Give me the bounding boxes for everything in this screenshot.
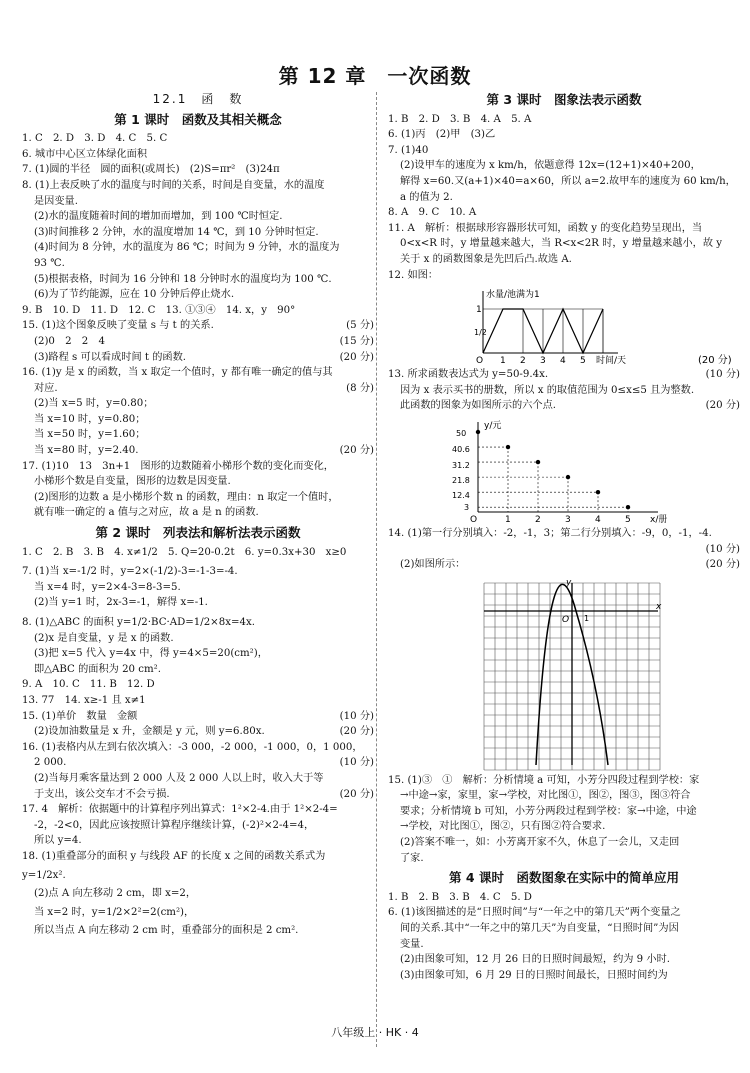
- answer-line: 14. (1)第一行分别填入：-2，-1，3；第二行分别填入：-9，0，-1，-4.: [388, 527, 712, 539]
- answer-line: (4)时间为 8 分钟，水的温度为 86 ℃；时间为 9 分钟，水的温度为: [34, 242, 340, 254]
- score-badge: (10 分): [339, 757, 374, 769]
- answer-text: (2)如图所示：: [400, 559, 466, 571]
- answer-line: 即△ABC 的面积为 20 cm².: [34, 663, 161, 675]
- answer-line: 7. (1)40: [388, 144, 429, 156]
- answer-line: 15. (1)③ ① 解析：分析情境 a 可知，小芳分四段过程到学校：家: [388, 774, 700, 786]
- answer-line: 关于 x 的函数图象是先凹后凸.故选 A.: [400, 253, 572, 265]
- score-badge: (10 分): [705, 369, 740, 381]
- answer-line: 11. A 解析：根据球形容器形状可知，函数 y 的变化趋势呈现出，当: [388, 222, 703, 234]
- answer-line: -2，-2<0，因此应该按照计算程序继续计算，(-2)²×2-4=4，: [34, 819, 315, 831]
- answer-line: (2)当 y=1 时，2x-3=-1，解得 x=-1.: [34, 597, 208, 609]
- answer-line: (2)图形的边数 a 是小梯形个数 n 的函数，理由：n 取定一个值时，: [34, 491, 339, 503]
- x-axis-label: x/册: [650, 514, 668, 524]
- answer-line: (3)由图象可知，6 月 29 日的日照时间最长，日照时间约为: [400, 969, 668, 981]
- answer-line: 了家.: [400, 852, 424, 864]
- answer-row: [22, 755, 374, 771]
- answer-text: 13. 所求函数表达式为 y=50-9.4x.: [388, 369, 549, 381]
- lesson2-heading: 第 2 课时 列表法和解析法表示函数: [95, 525, 301, 541]
- answer-row: [388, 542, 740, 558]
- score-badge: (20 分): [339, 445, 374, 457]
- tick-label: 1: [500, 356, 506, 366]
- answer-line: 解得 x=60.又(a+1)×40=a×60，所以 a=2.故甲车的速度为 60 km/h，: [400, 175, 736, 187]
- answer-line: 当 x=2 时，y=1/2×2²=2(cm²)，: [34, 906, 195, 918]
- tick-label: 4: [560, 356, 566, 366]
- answer-row: [388, 367, 740, 383]
- answer-line: 当 x=50 时，y=1.60；: [34, 429, 146, 441]
- answer-line: 1. B 2. B 3. B 4. C 5. D: [388, 891, 532, 903]
- answer-line: a 的值为 2.: [400, 191, 453, 203]
- tick-label: 4: [595, 514, 601, 524]
- answer-line: y=1/2x².: [22, 869, 66, 881]
- score-badge: (20 分): [705, 559, 740, 571]
- answer-line: 变量.: [400, 938, 424, 950]
- tick-label: 5: [580, 356, 586, 366]
- answer-line: 小梯形个数是自变量，图形的边数是因变量.: [34, 476, 231, 488]
- y-axis-label: y: [566, 577, 572, 588]
- answer-row: [388, 557, 740, 573]
- answer-line: 是因变量.: [34, 195, 78, 207]
- answer-line: 9. A 10. C 11. B 12. D: [22, 679, 155, 691]
- answer-line: 17. 4 解析：依据题中的计算程序列出算式：1²×2-4.由于 1²×2-4=: [22, 804, 338, 816]
- answer-row: [388, 398, 740, 414]
- answer-line: 当 x=4 时，y=2×4-3=8-3=5.: [34, 581, 181, 593]
- answer-row: [22, 787, 374, 803]
- answer-line: 17. (1)10 13 3n+1 图形的边数随着小梯形个数的变化而变化，: [22, 460, 334, 472]
- answer-line: 8. (1)△ABC 的面积 y=1/2·BC·AD=1/2×8x=4x.: [22, 617, 255, 628]
- data-point: [596, 490, 600, 494]
- origin-label: O: [470, 514, 478, 524]
- tick-label: 40.6: [452, 444, 470, 454]
- answer-line: 93 ℃.: [34, 257, 65, 269]
- answer-line: (2)设甲车的速度为 x km/h，依题意得 12x=(12+1)×40+200，: [400, 160, 701, 172]
- score-badge: (15 分): [339, 335, 374, 347]
- answer-row: [22, 709, 374, 725]
- x-axis-label: 时间/天: [596, 356, 627, 366]
- tick-label: 50: [456, 428, 467, 438]
- answer-line: →中途→家，家里，家→学校，对比图①，图②，图③，图③符合: [400, 790, 691, 802]
- answer-line: (2)水的温度随着时间的增加而增加，到 100 ℃时恒定.: [34, 211, 283, 223]
- answer-text: (3)路程 s 可以看成时间 t 的函数.: [34, 351, 187, 363]
- page-title: 第 12 章 一次函数: [278, 64, 472, 88]
- answer-line: (3)把 x=5 代入 y=4x 中，得 y=4×5=20(cm²)，: [34, 648, 268, 660]
- answer-row: [22, 318, 374, 334]
- answer-line: (2)当每月乘客量达到 2 000 人及 2 000 人以上时，收入大于等: [34, 772, 324, 784]
- origin-label: O: [562, 614, 570, 625]
- data-point: [626, 505, 630, 509]
- data-point: [536, 460, 540, 464]
- answer-line: (2)x 是自变量，y 是 x 的函数.: [34, 632, 174, 644]
- score-badge: (20 分): [339, 788, 374, 800]
- data-point: [566, 475, 570, 479]
- answer-line: 1. C 2. D 3. D 4. C 5. C: [22, 133, 168, 145]
- answer-text: 15. (1)单价 数量 金额: [22, 710, 138, 722]
- answer-line: 6. (1)该图描述的是“日照时间”与“一年之中的第几天”两个变量之: [388, 907, 681, 919]
- answer-line: (2)当 x=5 时，y=0.80；: [34, 398, 154, 410]
- lesson3-heading: 第 3 课时 图象法表示函数: [486, 92, 642, 107]
- answer-line: 所以当点 A 向左移动 2 cm 时，重叠部分的面积是 2 cm².: [34, 925, 299, 937]
- page-footer: 八年级上 · HK · 4: [331, 1026, 419, 1039]
- score-badge: (10 分): [339, 710, 374, 722]
- answer-line: 16. (1)表格内从左到右依次填入：-3 000，-2 000，-1 000，0，1 000，: [22, 741, 363, 753]
- answer-line: (2)由图象可知，12 月 26 日的日照时间最短，约为 9 小时.: [400, 954, 671, 966]
- tick-label: 3: [565, 514, 571, 524]
- answer-text: 于支出，该公交车才不会亏损.: [34, 788, 170, 800]
- water-level-graph: [388, 285, 740, 365]
- x-axis-label: x: [656, 601, 662, 612]
- answer-line: 16. (1)y 是 x 的函数，当 x 取定一个值时，y 都有唯一确定的值与其: [22, 367, 333, 379]
- answer-line: 当 x=10 时，y=0.80；: [34, 413, 146, 425]
- answer-text: 此函数的图象为如图所示的六个点.: [400, 400, 557, 412]
- answer-line: 就有唯一确定的 a 值与之对应，故 a 是 n 的函数.: [34, 507, 259, 519]
- tick-label: 2: [535, 514, 541, 524]
- answer-line: 9. B 10. D 11. D 12. C 13. ①③④ 14. x，y 90°: [22, 304, 296, 316]
- tick-label: 1/2: [474, 328, 487, 338]
- y-axis-label: y/元: [484, 420, 502, 431]
- score-badge: (20 分): [339, 351, 374, 363]
- tick-label: 12.4: [452, 490, 470, 500]
- answer-line: 7. (1)当 x=-1/2 时，y=2×(-1/2)-3=-1-3=-4.: [22, 566, 238, 578]
- answer-row: [22, 381, 374, 397]
- score-badge: (5 分): [346, 320, 374, 332]
- lesson4-heading: 第 4 课时 函数图象在实际中的简单应用: [449, 870, 679, 886]
- tick-label: 21.8: [452, 475, 470, 485]
- tick-label: 5: [625, 514, 631, 524]
- answer-line: 12. 如图：: [388, 269, 439, 281]
- book-price-graph: [388, 416, 740, 524]
- answer-line: (2)点 A 向左移动 2 cm，即 x=2，: [34, 888, 197, 900]
- tick-label: 3: [464, 502, 470, 512]
- point-group: [476, 430, 630, 512]
- answer-line: 6. 城市中心区立体绿化面积: [22, 148, 148, 160]
- answer-line: 13. 77 14. x≥-1 且 x≠1: [22, 694, 146, 706]
- score-badge: (10 分): [705, 543, 740, 555]
- right-column: [388, 92, 740, 983]
- answer-row: [22, 334, 374, 350]
- answer-line: (2)答案不唯一，如：小芳离开家不久，休息了一会儿，又走回: [400, 837, 680, 849]
- answer-text: 对应.: [34, 382, 58, 394]
- answer-line: →学校，对比图①，图②，只有图②符合要求.: [400, 821, 606, 833]
- lesson1-heading: 第 1 课时 函数及其相关概念: [114, 111, 282, 127]
- answer-row: [22, 350, 374, 366]
- answer-text: 15. (1)这个图象反映了变量 s 与 t 的关系.: [22, 320, 214, 332]
- answer-row: [22, 443, 374, 459]
- answer-line: 18. (1)重叠部分的面积 y 与线段 AF 的长度 x 之间的函数关系式为: [22, 850, 326, 862]
- answer-text: (2)设加油数量是 x 升，金额是 y 元，则 y=6.80x.: [34, 726, 265, 738]
- answer-line: 8. A 9. C 10. A: [388, 207, 477, 219]
- column-divider: [376, 92, 377, 1047]
- tick-label: 3: [540, 356, 546, 366]
- origin-label: O: [476, 356, 484, 366]
- tick-label: 1: [476, 305, 482, 316]
- data-point: [506, 445, 510, 449]
- answer-line: 要求；分析情境 b 可知，小芳分两段过程到学校：家→中途，中途: [400, 805, 697, 817]
- answer-line: (6)为了节约能源，应在 10 分钟后停止烧水.: [34, 289, 235, 301]
- answer-line: 7. (1)圆的半径 圆的面积(或周长) (2)S=πr² (3)24π: [22, 164, 280, 176]
- tick-label: 31.2: [452, 460, 470, 470]
- answer-line: 1. B 2. D 3. B 4. A 5. A: [388, 113, 532, 125]
- answer-text: (2)0 2 2 4: [34, 335, 105, 347]
- y-axis-label: 水量/池满为1: [486, 290, 540, 301]
- left-column: [22, 92, 374, 939]
- tick-label: 1: [584, 613, 590, 623]
- answer-line: (5)根据表格，时间为 16 分钟和 18 分钟时水的温度均为 100 ℃.: [34, 273, 332, 285]
- answer-line: (3)时间推移 2 分钟，水的温度增加 14 ℃，到 10 分钟时恒定.: [34, 226, 319, 238]
- tick-label: 1: [505, 514, 511, 524]
- answer-line: 所以 y=4.: [34, 835, 82, 847]
- answer-line: 6. (1)丙 (2)甲 (3)乙: [388, 129, 496, 141]
- section-heading: 12.1 函 数: [152, 92, 244, 106]
- answer-line: 1. C 2. B 3. B 4. x≠1/2 5. Q=20-0.2t 6. y=0.3x+30 x≥0: [22, 546, 347, 558]
- answer-line: 8. (1)上表反映了水的温度与时间的关系，时间是自变量，水的温度: [22, 179, 325, 191]
- answer-line: 因为 x 表示买书的册数，所以 x 的取值范围为 0≤x≤5 且为整数.: [400, 384, 695, 396]
- answer-text: 2 000.: [34, 757, 67, 769]
- score-badge: (8 分): [346, 382, 374, 394]
- answer-line: 0<x<R 时，y 增量越来越大，当 R<x<2R 时，y 增量越来越小，故 y: [400, 238, 723, 250]
- score-badge: (20 分): [339, 726, 374, 738]
- tick-label: 2: [520, 356, 526, 366]
- score-badge: (20 分): [698, 355, 732, 366]
- answer-text: 当 x=80 时，y=2.40.: [34, 445, 139, 457]
- answer-line: 间的关系.其中“一年之中的第几天”为自变量，“日照时间”为因: [400, 923, 679, 935]
- parabola-graph: [388, 575, 740, 771]
- answer-row: [22, 724, 374, 740]
- data-point: [476, 430, 480, 434]
- score-badge: (20 分): [705, 400, 740, 412]
